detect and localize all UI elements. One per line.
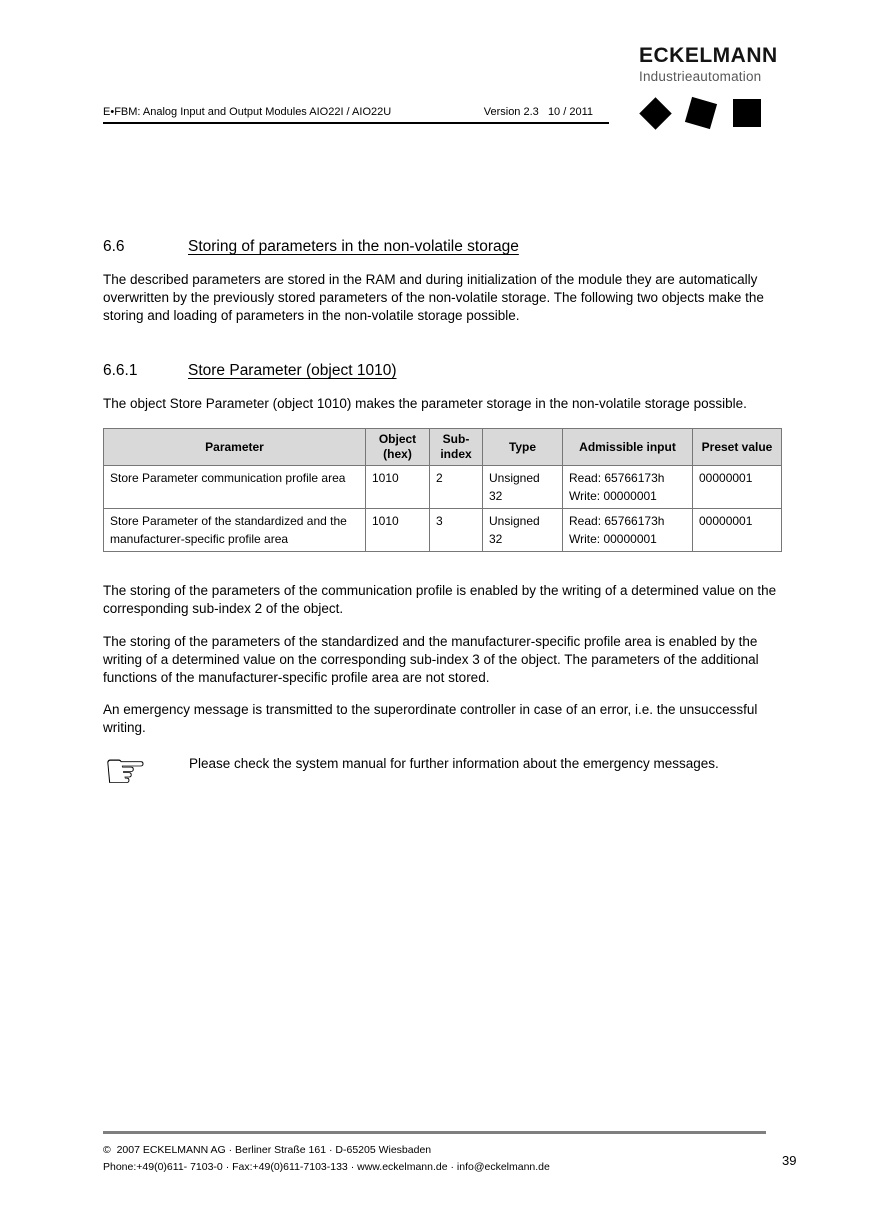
col-header-preset-value: Preset value	[693, 429, 782, 466]
header-doc-title: E•FBM: Analog Input and Output Modules AIO22I / AIO22U	[103, 106, 392, 118]
footer-address: © 2007 ECKELMANN AG · Berliner Straße 161 · D-65205 Wiesbaden	[103, 1144, 432, 1156]
body-paragraph: An emergency message is transmitted to the superordinate controller in case of an error, i.e. the unsuccessful writing.	[103, 702, 758, 736]
logo-subtitle: Industrieautomation	[639, 69, 762, 84]
subsection-number: 6.6.1	[103, 362, 138, 380]
cell-type: Unsigned 32	[483, 466, 563, 509]
col-header-sub-index: Sub- index	[430, 429, 483, 466]
cell-type: Unsigned 32	[483, 509, 563, 552]
logo-square-diamond-icon	[639, 95, 671, 131]
page-header	[103, 106, 609, 124]
page-number: 39	[782, 1153, 797, 1168]
footer-contact: Phone:+49(0)611- 7103-0 · Fax:+49(0)611-7103-133 · www.eckelmann.de · info@eckelmann.de	[103, 1160, 550, 1173]
col-header-type: Type	[483, 429, 563, 466]
cell-preset-value: 00000001	[693, 466, 782, 509]
subsection-paragraph: The object Store Parameter (object 1010) makes the parameter storage in the non-volatile storage possible.	[103, 396, 747, 412]
company-logo	[639, 44, 778, 131]
note	[103, 742, 779, 799]
section-number: 6.6	[103, 238, 125, 255]
content-area	[103, 238, 779, 799]
cell-admissible-input: Read: 65766173h Write: 00000001	[563, 466, 693, 509]
cell-object-hex: 1010	[366, 509, 430, 552]
page-footer	[103, 1131, 803, 1176]
cell-object-hex: 1010	[366, 466, 430, 509]
col-header-parameter: Parameter	[104, 429, 366, 466]
footer-text	[103, 1142, 803, 1176]
table-row	[104, 466, 782, 509]
body-paragraph: The storing of the parameters of the standardized and the manufacturer-specific profile area is enabled by the writing of a determined value on the corresponding sub-index 3 of the object. The parameters of the additional functions of the manufacturer-specific profile area are not stored.	[103, 633, 759, 685]
section-heading	[103, 238, 779, 256]
cell-preset-value: 00000001	[693, 509, 782, 552]
body-paragraph: The storing of the parameters of the communication profile is enabled by the writing of a determined value on the corresponding sub-index 2 of the object.	[103, 583, 777, 617]
section-paragraph: The described parameters are stored in the RAM and during initialization of the module they are automatically overwritten by the previously stored parameters of the non-volatile storage. The following two objects make the storing and loading of parameters in the non-volatile storage possible.	[103, 272, 764, 323]
col-header-admissible-input: Admissible input	[563, 429, 693, 466]
logo-wordmark: ECKELMANN	[639, 44, 778, 67]
cell-sub-index: 3	[430, 509, 483, 552]
parameter-table	[103, 428, 782, 552]
footer-divider	[103, 1131, 766, 1134]
table-header-row	[104, 429, 782, 466]
note-text: Please check the system manual for further information about the emergency messages.	[189, 755, 719, 771]
logo-square-tilted-icon	[685, 95, 717, 131]
subsection-heading	[103, 362, 779, 380]
cell-sub-index: 2	[430, 466, 483, 509]
col-header-object-hex: Object (hex)	[366, 429, 430, 466]
header-version: Version 2.3 10 / 2011	[483, 106, 593, 118]
table-row	[104, 509, 782, 552]
subsection-title: Store Parameter (object 1010)	[188, 362, 397, 380]
cell-admissible-input: Read: 65766173h Write: 00000001	[563, 509, 693, 552]
section-title: Storing of parameters in the non-volatile storage	[188, 238, 519, 255]
logo-square-upright-icon	[731, 95, 763, 131]
logo-squares-icon	[639, 95, 773, 131]
cell-parameter: Store Parameter of the standardized and the manufacturer-specific profile area	[104, 509, 366, 552]
cell-parameter: Store Parameter communication profile area	[104, 466, 366, 509]
pointing-hand-icon: ☞	[103, 742, 148, 799]
